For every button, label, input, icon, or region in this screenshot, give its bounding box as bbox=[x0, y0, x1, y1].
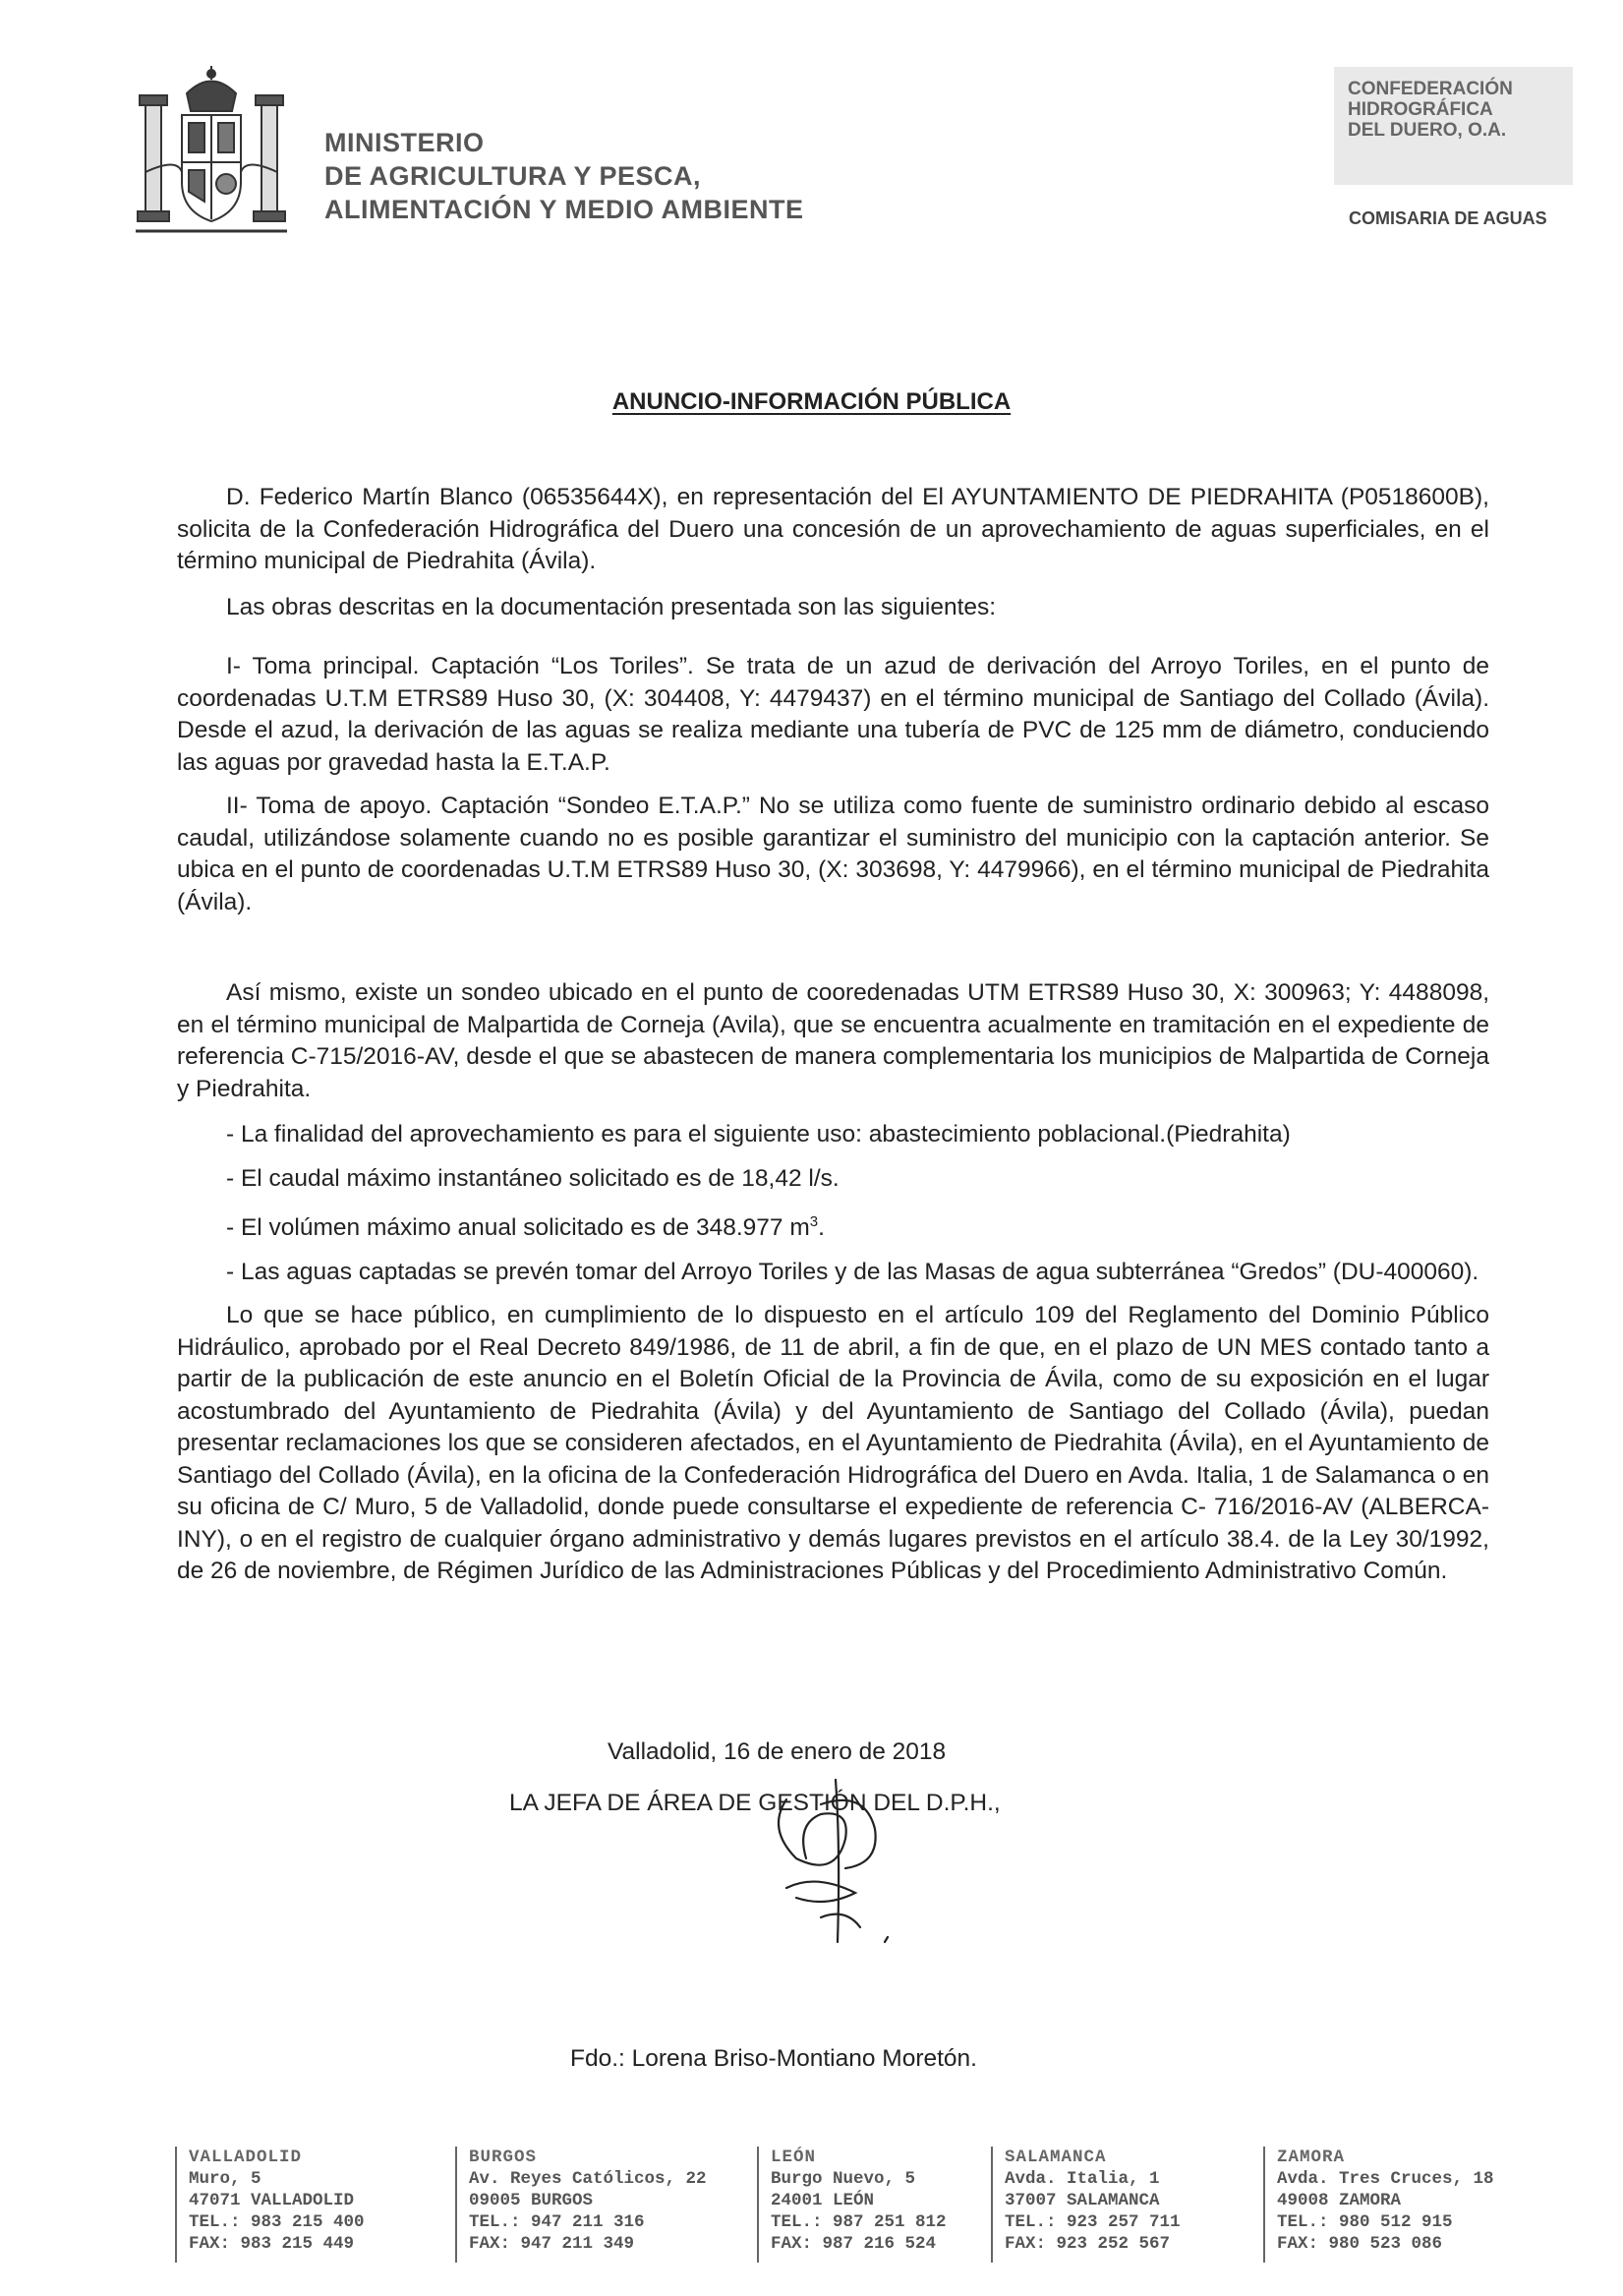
document-body bbox=[177, 482, 1489, 1588]
office-city: SALAMANCA bbox=[1005, 2148, 1107, 2167]
office-burgos bbox=[455, 2147, 707, 2263]
coat-of-arms-icon bbox=[128, 64, 295, 241]
office-valladolid bbox=[175, 2147, 365, 2263]
department-label: COMISARIA DE AGUAS bbox=[1349, 208, 1547, 228]
office-fax: FAX: 947 211 349 bbox=[469, 2234, 635, 2254]
office-address: Av. Reyes Católicos, 22 bbox=[469, 2169, 707, 2189]
office-address: Muro, 5 bbox=[189, 2169, 261, 2189]
ministry-name bbox=[324, 126, 804, 226]
bullet-caudal: - El caudal máximo instantáneo solicitado es de 18,42 l/s. bbox=[226, 1164, 840, 1192]
paragraph-asimismo: Así mismo, existe un sondeo ubicado en el punto de cooredenadas UTM ETRS89 Huso 30, X: 300963; Y: 4488098, en el término municipal de Malpartida de Corneja (Avila), que se encuentra acualmente en tramitación en el expediente de referencia C-715/2016-AV, desde el que se abastecen de manera complementaria los municipios de Malpartida de Corneja y Piedrahita. bbox=[177, 979, 1489, 1102]
office-leon bbox=[757, 2147, 947, 2263]
ministry-line: MINISTERIO bbox=[324, 128, 485, 157]
office-tel: TEL.: 980 512 915 bbox=[1277, 2212, 1453, 2232]
paragraph-intro: D. Federico Martín Blanco (06535644X), en representación del El AYUNTAMIENTO DE PIEDRAHITA (P0518600B), solicita de la Confederación Hidrográfica del Duero una concesión de un aprovechamiento de aguas superficiales, en el término municipal de Piedrahita (Ávila). bbox=[177, 484, 1489, 574]
bullet-finalidad: - La finalidad del aprovechamiento es para el siguiente uso: abastecimiento poblacional.(Piedrahita) bbox=[226, 1121, 1291, 1148]
office-tel: TEL.: 947 211 316 bbox=[469, 2212, 645, 2232]
agency-box bbox=[1334, 67, 1573, 185]
volumen-exponent: 3 bbox=[809, 1213, 819, 1230]
office-city: ZAMORA bbox=[1277, 2148, 1346, 2167]
handwritten-signature bbox=[727, 1770, 983, 1967]
signed-by: Fdo.: Lorena Briso-Montiano Moretón. bbox=[570, 2045, 977, 2072]
office-salamanca bbox=[991, 2147, 1181, 2263]
place-date: Valladolid, 16 de enero de 2018 bbox=[608, 1738, 947, 1765]
office-city: LEÓN bbox=[771, 2148, 817, 2167]
office-postal: 37007 SALAMANCA bbox=[1005, 2191, 1160, 2210]
office-zamora bbox=[1263, 2147, 1494, 2263]
ministry-line: ALIMENTACIÓN Y MEDIO AMBIENTE bbox=[324, 195, 804, 224]
document-title: ANUNCIO-INFORMACIÓN PÚBLICA bbox=[611, 388, 1012, 415]
agency-line: HIDROGRÁFICA bbox=[1348, 99, 1493, 120]
bullet-volumen bbox=[177, 1207, 1489, 1245]
office-city: VALLADOLID bbox=[189, 2148, 303, 2167]
office-tel: TEL.: 983 215 400 bbox=[189, 2212, 365, 2232]
office-fax: FAX: 983 215 449 bbox=[189, 2234, 355, 2254]
paragraph-publico: Lo que se hace público, en cumplimiento de lo dispuesto en el artículo 109 del Reglamento del Dominio Público Hidráulico, aprobado por el Real Decreto 849/1986, de 11 de abril, a fin de que, en el plazo de UN MES contado tanto a partir de la publicación de este anuncio en el Boletín Oficial de la Provincia de Ávila, como de su exposición en el lugar acostumbrado del Ayuntamiento de Piedrahita (Ávila) y del Ayuntamiento de Santiago del Collado (Ávila), puedan presentar reclamaciones los que se consideren afectados, en el Ayuntamiento de Piedrahita (Ávila), en el Ayuntamiento de Santiago del Collado (Ávila), en la oficina de la Confederación Hidrográfica del Duero en Avda. Italia, 1 de Salamanca o en su oficina de C/ Muro, 5 de Valladolid, donde puede consultarse el expediente de referencia C- 716/2016-AV (ALBERCA-INY), o en el registro de cualquier órgano administrativo y demás lugares previstos en el artículo 38.4. de la Ley 30/1992, de 26 de noviembre, de Régimen Jurídico de las Administraciones Públicas y del Procedimiento Administrativo Común. bbox=[177, 1302, 1489, 1585]
office-tel: TEL.: 923 257 711 bbox=[1005, 2212, 1181, 2232]
paragraph-toma-apoyo: II- Toma de apoyo. Captación “Sondeo E.T.A.P.” No se utiliza como fuente de suministro ordinario debido al escaso caudal, utilizándose solamente cuando no es posible garantizar el suministro del municipio con la captación anterior. Se ubica en el punto de coordenadas U.T.M ETRS89 Huso 30, (X: 303698, Y: 4479966), en el término municipal de Piedrahita (Ávila). bbox=[177, 793, 1489, 915]
office-postal: 49008 ZAMORA bbox=[1277, 2191, 1402, 2210]
agency-line: CONFEDERACIÓN bbox=[1348, 79, 1513, 99]
volumen-end: . bbox=[818, 1214, 825, 1242]
office-address: Avda. Italia, 1 bbox=[1005, 2169, 1160, 2189]
office-postal: 09005 BURGOS bbox=[469, 2191, 594, 2210]
agency-line: DEL DUERO, O.A. bbox=[1348, 120, 1507, 141]
office-city: BURGOS bbox=[469, 2148, 538, 2167]
office-address: Burgo Nuevo, 5 bbox=[771, 2169, 916, 2189]
office-fax: FAX: 923 252 567 bbox=[1005, 2234, 1171, 2254]
bullet-aguas: - Las aguas captadas se prevén tomar del Arroyo Toriles y de las Masas de agua subterránea “Gredos” (DU-400060). bbox=[226, 1258, 1479, 1285]
ministry-line: DE AGRICULTURA Y PESCA, bbox=[324, 161, 702, 191]
office-postal: 47071 VALLADOLID bbox=[189, 2191, 355, 2210]
footer-offices bbox=[175, 2147, 1551, 2265]
office-fax: FAX: 980 523 086 bbox=[1277, 2234, 1443, 2254]
office-fax: FAX: 987 216 524 bbox=[771, 2234, 937, 2254]
office-tel: TEL.: 987 251 812 bbox=[771, 2212, 947, 2232]
office-address: Avda. Tres Cruces, 18 bbox=[1277, 2169, 1494, 2189]
paragraph-toma-principal: I- Toma principal. Captación “Los Toriles”. Se trata de un azud de derivación del Arroyo Toriles, en el punto de coordenadas U.T.M ETRS89 Huso 30, (X: 304408, Y: 4479437) en el término municipal de Santiago del Collado (Ávila). Desde el azud, la derivación de las aguas se realiza mediante una tubería de PVC de 125 mm de diámetro, conduciendo las aguas por gravedad hasta la E.T.A.P. bbox=[177, 653, 1489, 776]
volumen-text: - El volúmen máximo anual solicitado es de 348.977 m bbox=[226, 1214, 810, 1242]
office-postal: 24001 LEÓN bbox=[771, 2191, 875, 2210]
paragraph-works-intro: Las obras descritas en la documentación presentada son las siguientes: bbox=[226, 593, 997, 620]
signatory-role: LA JEFA DE ÁREA DE GESTIÓN DEL D.P.H., bbox=[509, 1790, 1001, 1816]
